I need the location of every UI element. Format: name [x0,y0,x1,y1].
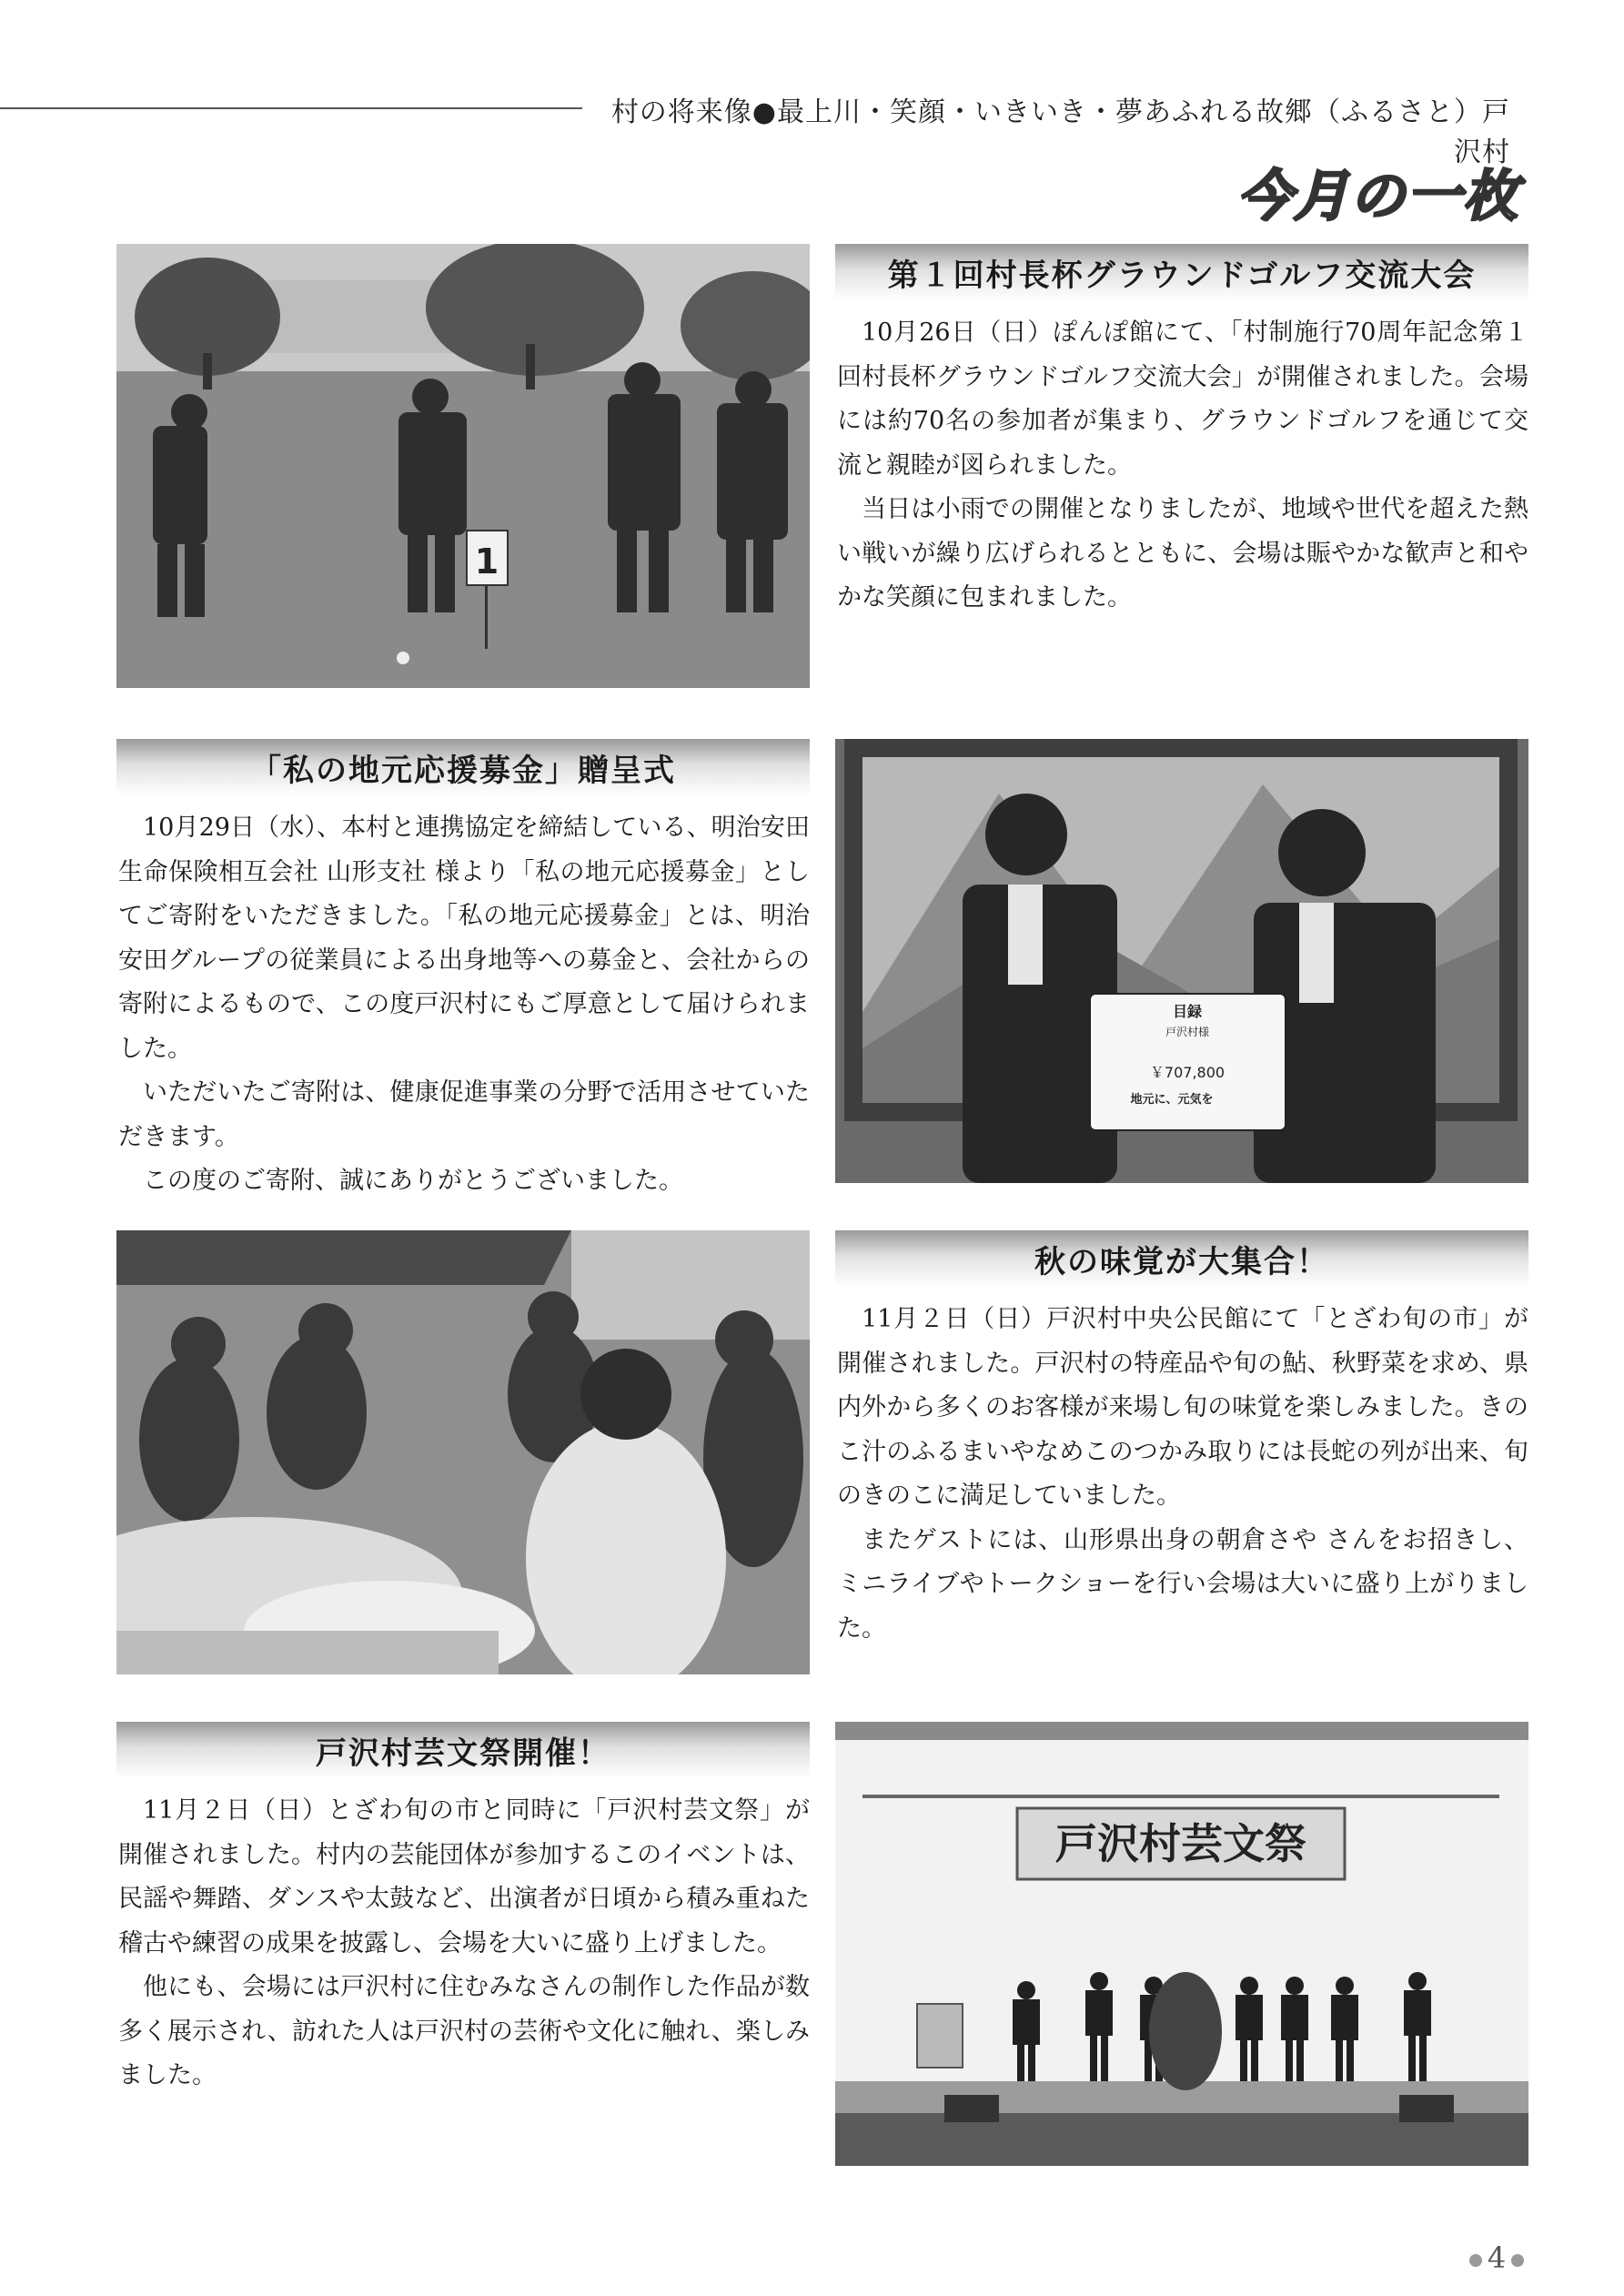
golf-paragraph-1: 10月26日（日）ぽんぽ館にて、「村制施行70周年記念第１回村長杯グラウンドゴルフ交流大会」が開催されました。会場には約70名の参加者が集まり、グラウンドゴルフを通じて交流と親睦が図られました。 [837,319,1528,480]
market-photo [116,1230,810,1674]
festival-article-body [118,1789,810,2099]
festival-photo [835,1722,1528,2166]
festival-heading-text: 戸沢村芸文祭開催！ [316,1735,610,1772]
market-paragraph-2: またゲストには、山形県出身の朝倉さや さんをお招きし、ミニライブやトークショーを行い会場は大いに盛り上がりました。 [837,1525,1528,1643]
board-recipient: 戸沢村様 [1165,1026,1210,1038]
golf-heading-text: 第１回村長杯グラウンドゴルフ交流大会 [887,257,1477,294]
market-heading [835,1230,1528,1287]
donation-heading-text: 「私の地元応援募金」贈呈式 [250,752,676,789]
board-slogan: 地元に、元気を [1130,1093,1214,1107]
header-rule [0,107,582,109]
feature-title: 今月の一枚 [1237,165,1519,228]
donation-heading [116,739,810,795]
donation-paragraph-3: この度のご寄附、誠にありがとうございました。 [143,1167,683,1195]
board-title: 目録 [1172,1003,1203,1020]
bullet-icon [1511,2254,1524,2267]
festival-heading [116,1722,810,1778]
board-amount: ￥707,800 [1149,1064,1226,1081]
page-number-text: 4 [1487,2240,1507,2275]
golf-paragraph-2: 当日は小雨での開催となりましたが、地域や世代を超えた熱い戦いが繰り広げられるとともに、会場は賑やかな歓声と和やかな笑顔に包まれました。 [837,495,1528,612]
golf-flag-number: 1 [474,541,499,582]
donation-article-body [118,806,810,1204]
market-paragraph-1: 11月２日（日）戸沢村中央公民館にて「とざわ旬の市」が開催されました。戸沢村の特産品や旬の鮎、秋野菜を求め、県内外から多くのお客様が来場し旬の味覚を楽しみました。きのこ汁のふるまいやなめこのつかみ取りには長蛇の列が出来、旬のきのこに満足していました。 [837,1305,1528,1510]
golf-article-body [837,311,1528,621]
festival-paragraph-1: 11月２日（日）とざわ旬の市と同時に「戸沢村芸文祭」が開催されました。村内の芸能団体が参加するこのイベントは、民謡や舞踏、ダンスや太鼓など、出演者が日頃から積み重ねた稽古や練習の成果を披露し、会場を大いに盛り上げました。 [118,1796,810,1957]
donation-paragraph-2: いただいたご寄附は、健康促進事業の分野で活用させていただきます。 [118,1078,810,1151]
market-heading-text: 秋の味覚が大集合！ [1034,1243,1329,1280]
village-motto: 村の将来像●最上川・笑顔・いきいき・夢あふれる故郷（ふるさと）戸沢村 [610,96,1510,168]
festival-banner-text: 戸沢村芸文祭 [1055,1819,1306,1868]
donation-paragraph-1: 10月29日（水）、本村と連携協定を締結している、明治安田生命保険相互会社 山形支社 様より「私の地元応援募金」としてご寄附をいただきました。「私の地元応援募金」とは、明治安田グループの従業員による出身地等への募金と、会社からの寄附によるもので、この度戸沢村にもご厚意として届けられました。 [118,814,810,1063]
golf-photo [116,244,810,688]
festival-paragraph-2: 他にも、会場には戸沢村に住むみなさんの制作した作品が数多く展示され、訪れた人は戸沢村の芸術や文化に触れ、楽しみました。 [118,1973,810,2089]
golf-heading [835,244,1528,300]
donation-photo [835,739,1528,1183]
bullet-icon [1469,2254,1482,2267]
market-article-body [837,1298,1528,1651]
page-number [1456,2240,1538,2275]
